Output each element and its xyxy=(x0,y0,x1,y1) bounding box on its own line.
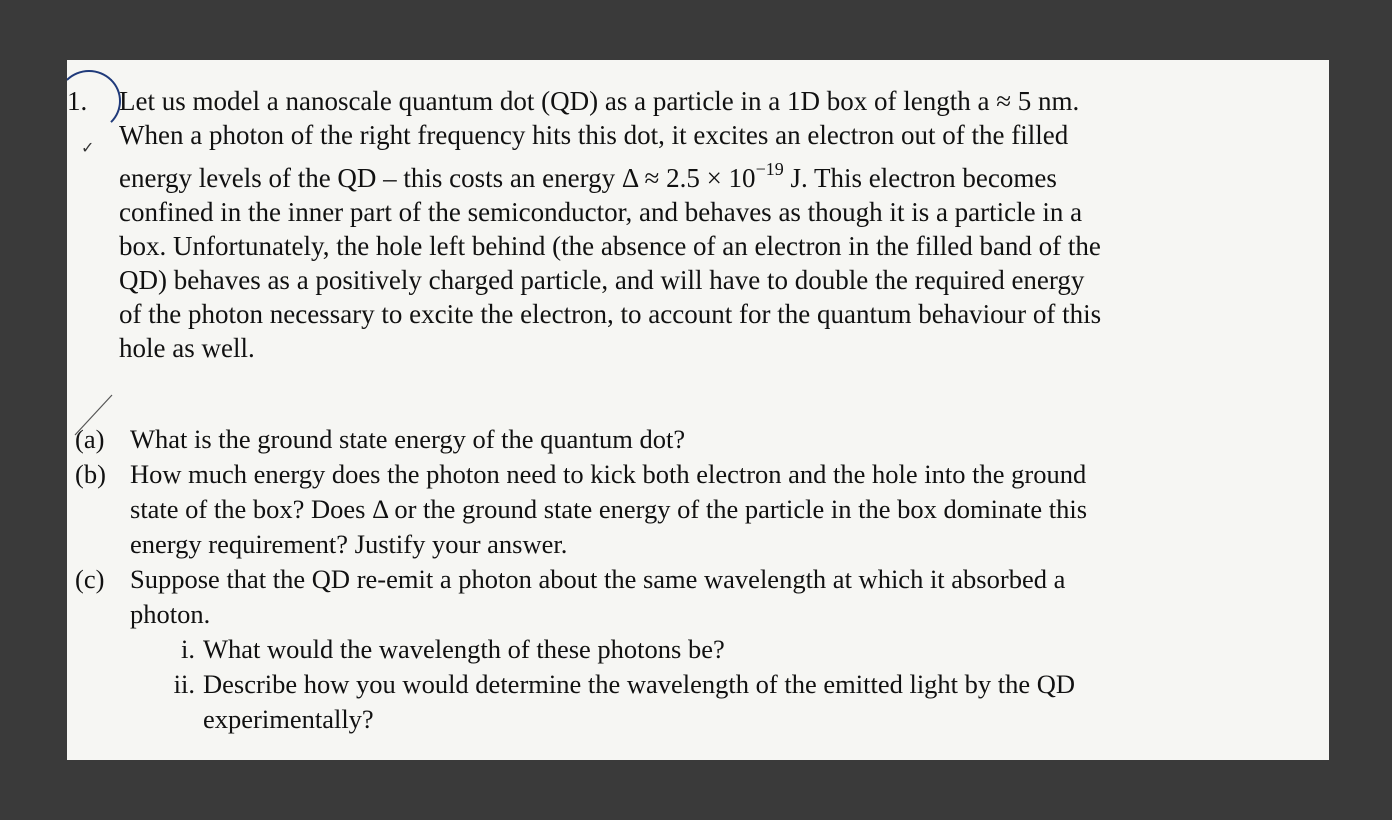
part-c-line-1: Suppose that the QD re-emit a photon about the same wavelength at which it absorbed a xyxy=(130,564,1066,594)
question-intro xyxy=(119,84,1244,365)
question-parts xyxy=(75,422,1255,737)
subpart-ii-label: ii. xyxy=(173,669,195,699)
intro-line-1: Let us model a nanoscale quantum dot (QD) as a particle in a 1D box of length a ≈ 5 nm. xyxy=(119,86,1080,116)
question-number: 1. xyxy=(67,86,88,116)
intro-line-3-suffix: J. This electron becomes xyxy=(783,163,1057,193)
part-b-label: (b) xyxy=(75,459,106,489)
subpart-ii-line-1: Describe how you would determine the wavelength of the emitted light by the QD xyxy=(203,669,1076,699)
intro-line-3-text: energy levels of the QD – this costs an energy Δ ≈ 2.5 × 10 xyxy=(119,163,756,193)
subpart-ii-line-2: experimentally? xyxy=(203,704,374,734)
intro-line-4: confined in the inner part of the semiconductor, and behaves as though it is a particle in a xyxy=(119,197,1083,227)
part-c xyxy=(75,562,1255,632)
intro-line-8: hole as well. xyxy=(119,333,255,363)
part-b-line-3: energy requirement? Justify your answer. xyxy=(130,529,568,559)
pen-slash-mark xyxy=(67,390,127,440)
intro-line-3 xyxy=(119,152,1244,195)
part-b-line-1: How much energy does the photon need to kick both electron and the hole into the ground xyxy=(130,459,1087,489)
part-a-text: What is the ground state energy of the quantum dot? xyxy=(130,424,686,454)
exponent: −19 xyxy=(755,159,784,179)
subpart-i-label: i. xyxy=(181,634,195,664)
part-a xyxy=(75,422,1255,457)
part-c-label: (c) xyxy=(75,564,105,594)
subpart-ii xyxy=(155,667,1255,737)
part-a-label: (a) xyxy=(75,424,105,454)
pen-tick-mark: ✓ xyxy=(81,140,95,157)
subpart-i-text: What would the wavelength of these photons be? xyxy=(203,634,725,664)
document-page xyxy=(67,60,1329,760)
intro-line-5: box. Unfortunately, the hole left behind (the absence of an electron in the filled band of the xyxy=(119,231,1101,261)
intro-line-2: When a photon of the right frequency hits this dot, it excites an electron out of the filled xyxy=(119,120,1069,150)
part-b xyxy=(75,457,1255,562)
intro-line-7: of the photon necessary to excite the electron, to account for the quantum behaviour of this xyxy=(119,299,1102,329)
intro-line-6: QD) behaves as a positively charged particle, and will have to double the required energy xyxy=(119,265,1085,295)
subpart-i xyxy=(155,632,1255,667)
part-c-line-2: photon. xyxy=(130,599,211,629)
part-b-line-2: state of the box? Does Δ or the ground state energy of the particle in the box dominate this xyxy=(130,494,1088,524)
